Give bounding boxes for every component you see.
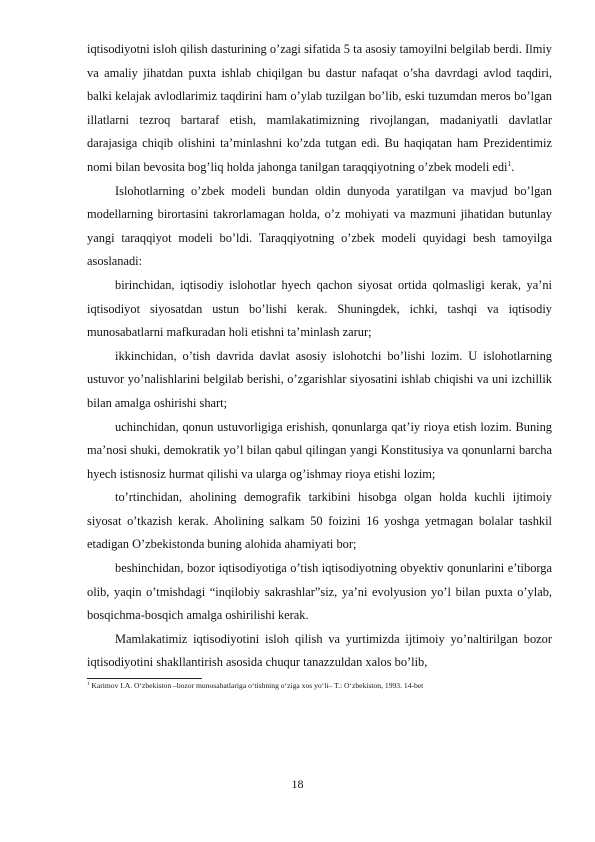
paragraph-last: Mamlakatimiz iqtisodiyotini isloh qilish va yurtimizda ijtimoiy yo’naltirilgan bozor iqtisodiyotini shakllantirish asosida chuqur tanazzuldan xalos bo’lib, bbox=[87, 631, 552, 670]
paragraph-1-text: iqtisodiyotni isloh qilish dasturining o’zagi sifatida 5 ta asosiy tamoyilni belgilab berdi. Ilmiy va amaliy jihatdan puxta ishlab chiqilgan bu dastur nafaqat o’sha davrdagi avlod taqdiri, balki kelajak avlodlarimiz taqdirini ham o’ylab tuzilgan bo’lib, eski tuzumdan meros bo’lgan illatlarni tezroq bartaraf etish, mamlakatimizning rivojlangan, madaniyatli davlatlar darajasiga chiqib olishini ta’minlashni ko’zda tutgan edi. Bu haqiqatan ham Prezidentimiz nomi bilan bevosita bog’liq holda jahonga tanilgan taraqqiyotning o’zbek modeli edi bbox=[87, 42, 552, 174]
footnote-ref[interactable]: 1 bbox=[507, 158, 512, 168]
principle-2: ikkinchidan, o’tish davrida davlat asosiy islohotchi bo’lishi lozim. U islohotlarning ustuvor yo’nalishlarini belgilab berishi, o’zgarishlar siyosatini ishlab chiqishi va uni izchillik bilan amalga oshirishi shart; bbox=[87, 348, 552, 410]
page-number: 18 bbox=[291, 777, 304, 791]
paragraph-1-end: . bbox=[511, 159, 515, 174]
document-page bbox=[87, 38, 552, 691]
principle-3: uchinchidan, qonun ustuvorligiga erishish, qonunlarga qat’iy rioya etish lozim. Buning ma’nosi shuki, demokratik yo’l bilan qabul qilingan yangi Konstitusiya va qonunlarni barcha hyech istisnosiz hurmat qilishi va ularga og’ishmay rioya etishi lozim; bbox=[87, 419, 552, 481]
footnote-divider bbox=[87, 678, 202, 679]
footnote bbox=[87, 681, 552, 691]
principle-5: beshinchidan, bozor iqtisodiyotiga o’tish iqtisodiyotning obyektiv qonunlarini e’tiborga olib, yaqin o’tmishdagi “inqilobiy sakrashlar”siz, ya’ni evolyusion yo’l bilan puxta o’ylab, bosqichma-bosqich amalga oshirilishi kerak. bbox=[87, 561, 552, 623]
footnote-marker: 1 bbox=[87, 682, 90, 688]
footnote-text: Karimov I.A. O‘zbekiston –bozor munosabatlariga o‘tishning o‘ziga xos yo‘li– T.: O‘zbekiston, 1993. 14-bet bbox=[91, 681, 424, 691]
principle-1: birinchidan, iqtisodiy islohotlar hyech qachon siyosat ortida qolmasligi kerak, ya’ni iqtisodiyot siyosatdan ustun bo’lishi kerak. Shuningdek, ichki, tashqi va iqtisodiy munosabatlarni mafkuradan holi etishni ta’minlash zarur; bbox=[87, 277, 552, 340]
paragraph-2: Islohotlarning o’zbek modeli bundan oldin dunyoda yaratilgan va mavjud bo’lgan modellarning birortasini takrorlamagan holda, o’z mohiyati va mazmuni jihatidan butunlay yangi taraqqiyot modeli bo’ldi. Taraqqiyotning o’zbek modeli quyidagi besh tamoyilga asoslanadi: bbox=[87, 183, 552, 269]
paragraph-1 bbox=[87, 38, 552, 180]
principle-4: to’rtinchidan, aholining demografik tarkibini hisobga olgan holda kuchli ijtimoiy siyosat o’tkazish kerak. Aholining salkam 50 foizini 16 yoshga yetmagan bolalar tashkil etadigan O’zbekistonda buning alohida ahamiyati bor; bbox=[87, 490, 552, 552]
